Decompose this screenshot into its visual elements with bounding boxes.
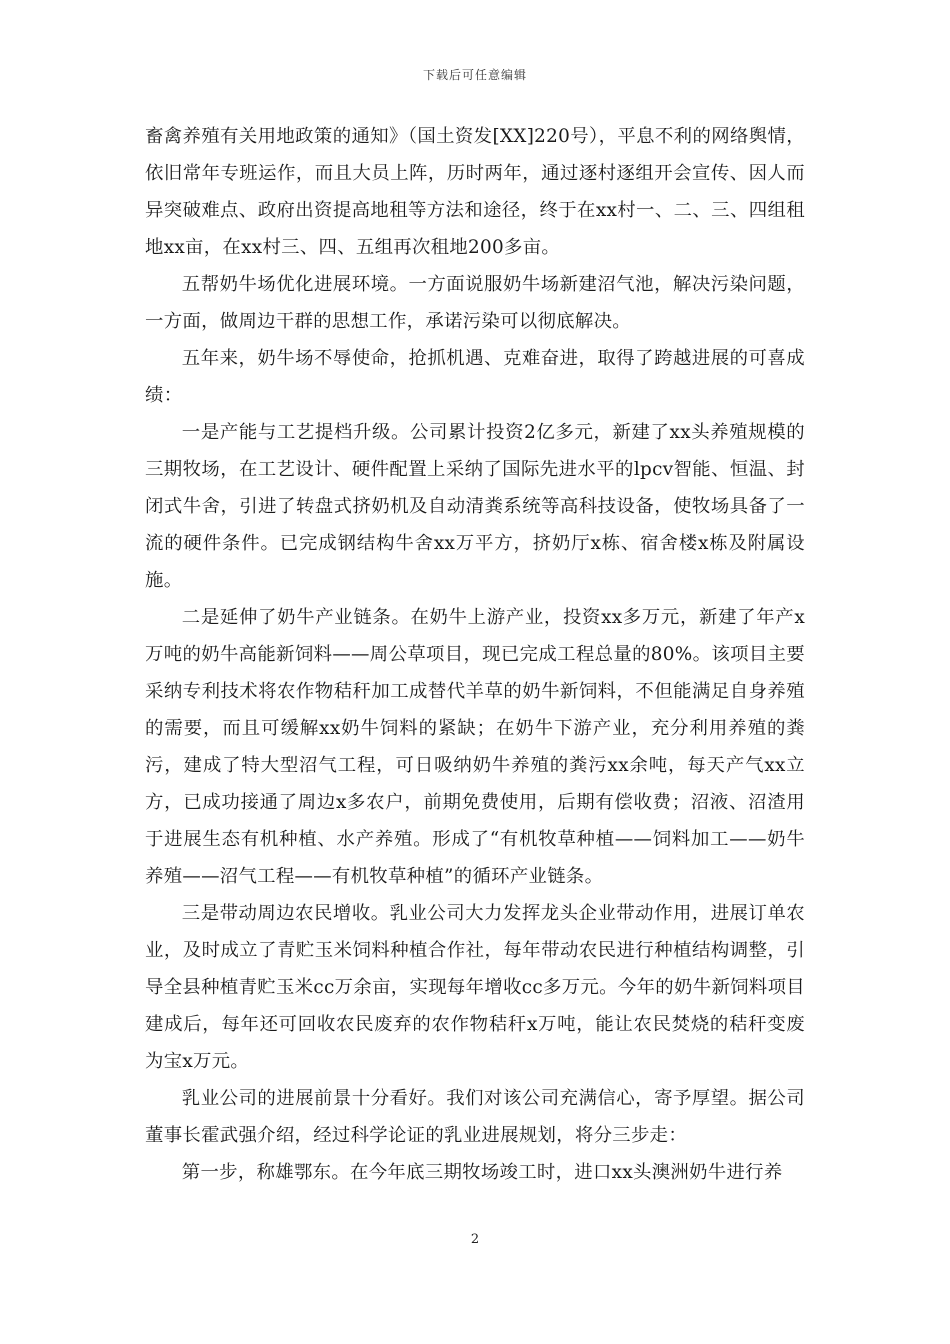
document-body [145,118,805,1191]
page-header: 下载后可任意编辑 [422,68,527,82]
paragraph: 五年来，奶牛场不辱使命，抢抓机遇、克难奋进，取得了跨越进展的可喜成绩： [145,348,805,406]
page-number: 2 [470,1232,480,1247]
paragraph: 乳业公司的进展前景十分看好。我们对该公司充满信心，寄予厚望。据公司董事长霍武强介绍，经过科学论证的乳业进展规划，将分三步走： [145,1088,805,1146]
paragraph-continuation: 畜禽养殖有关用地政策的通知》（国土资发[XX]220号），平息不利的网络舆情，依旧常年专班运作，而且大员上阵，历时两年，通过逐村逐组开会宣传、因人而异突破难点、政府出资提高地租等方法和途径，终于在xx村一、二、三、四组租地xx亩，在xx村三、四、五组再次租地200多亩。 [145,126,805,258]
paragraph: 五帮奶牛场优化进展环境。一方面说服奶牛场新建沼气池，解决污染问题，一方面，做周边干群的思想工作，承诺污染可以彻底解决。 [145,274,805,332]
paragraph: 三是带动周边农民增收。乳业公司大力发挥龙头企业带动作用，进展订单农业，及时成立了青贮玉米饲料种植合作社，每年带动农民进行种植结构调整，引导全县种植青贮玉米cc万余亩，实现每年增收cc多万元。今年的奶牛新饲料项目建成后，每年还可回收农民废弃的农作物秸秆x万吨，能让农民焚烧的秸秆变废为宝x万元。 [145,903,805,1072]
paragraph: 二是延伸了奶牛产业链条。在奶牛上游产业，投资xx多万元，新建了年产x万吨的奶牛高能新饲料——周公草项目，现已完成工程总量的80%。该项目主要采纳专利技术将农作物秸秆加工成替代羊草的奶牛新饲料，不但能满足自身养殖的需要，而且可缓解xx奶牛饲料的紧缺；在奶牛下游产业，充分利用养殖的粪污，建成了特大型沼气工程，可日吸纳奶牛养殖的粪污xx余吨，每天产气xx立方，已成功接通了周边x多农户，前期免费使用，后期有偿收费；沼液、沼渣用于进展生态有机种植、水产养殖。形成了“有机牧草种植——饲料加工——奶牛养殖——沼气工程——有机牧草种植”的循环产业链条。 [145,607,805,887]
paragraph: 一是产能与工艺提档升级。公司累计投资2亿多元，新建了xx头养殖规模的三期牧场，在工艺设计、硬件配置上采纳了国际先进水平的lpcv智能、恒温、封闭式牛舍，引进了转盘式挤奶机及自动清粪系统等高科技设备，使牧场具备了一流的硬件条件。已完成钢结构牛舍xx万平方，挤奶厅x栋、宿舍楼x栋及附属设施。 [145,422,805,591]
paragraph: 第一步，称雄鄂东。在今年底三期牧场竣工时，进口xx头澳洲奶牛进行养 [181,1162,783,1183]
